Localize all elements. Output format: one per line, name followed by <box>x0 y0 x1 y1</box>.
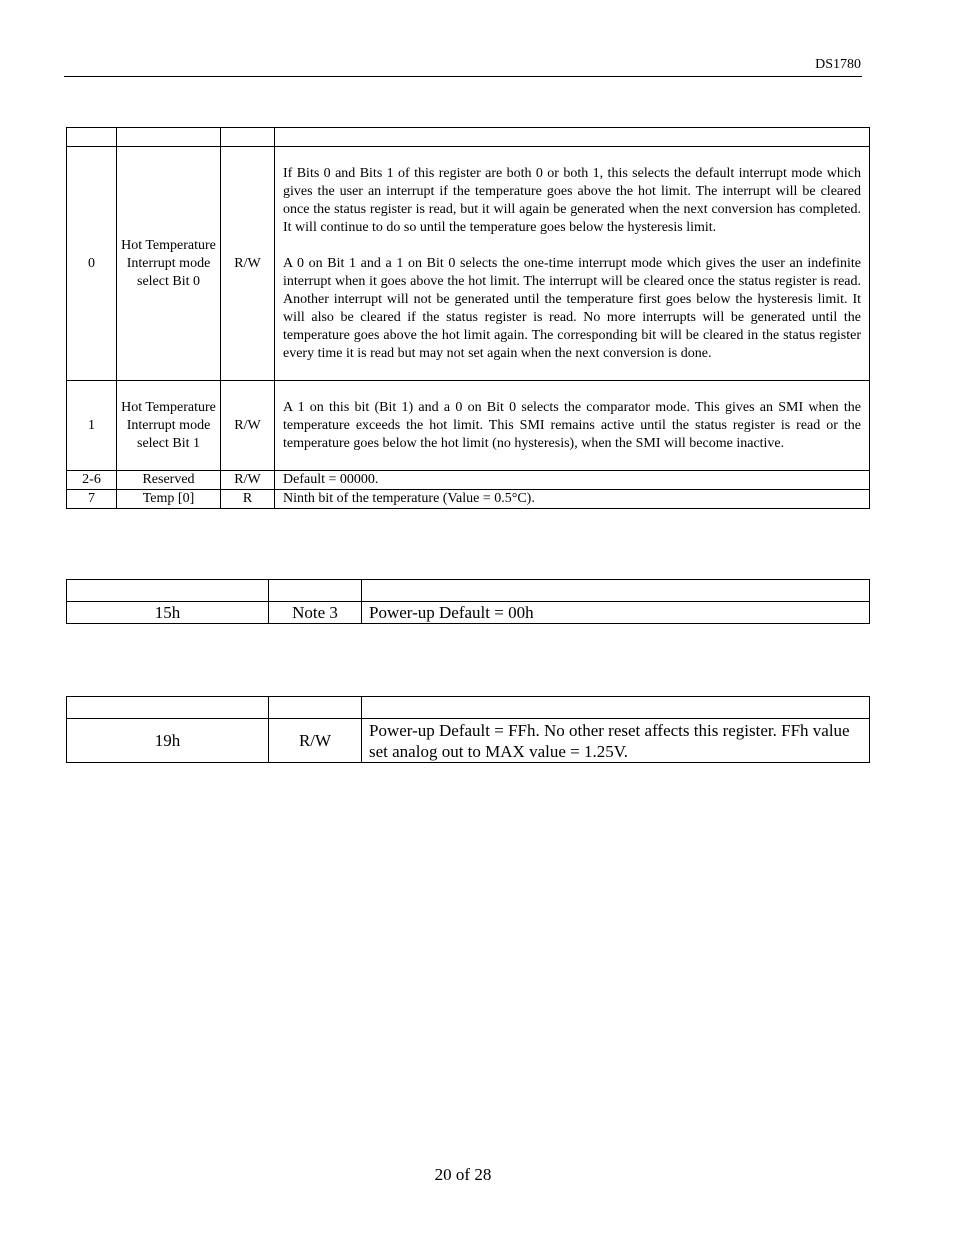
table-row <box>67 147 870 381</box>
table-header-row <box>67 580 870 602</box>
description-cell: Power-up Default = FFh. No other reset affects this register. FFh value set analog out to MAX value = 1.25V. <box>362 719 870 763</box>
bit-cell: 1 <box>67 381 117 471</box>
document-id: DS1780 <box>815 57 861 72</box>
page-number: 20 of 28 <box>434 1165 492 1184</box>
table-row <box>67 381 870 471</box>
bit-definition-table <box>66 127 870 509</box>
description-cell: Power-up Default = 00h <box>362 602 870 624</box>
name-cell: Temp [0] <box>117 490 221 509</box>
table-row <box>67 602 870 624</box>
description-cell <box>275 147 870 381</box>
table-row <box>67 471 870 490</box>
description-paragraph: If Bits 0 and Bits 1 of this register are both 0 or both 1, this selects the default interrupt mode which gives the user an interrupt if the temperature goes above the hot limit. The interrupt will be cleared once the status register is read, but it will again be generated when the next conversion has completed. It will continue to do so until the temperature goes below the hysteresis limit. <box>283 165 861 235</box>
table-row <box>67 490 870 509</box>
table-row <box>67 719 870 763</box>
description-cell: Ninth bit of the temperature (Value = 0.5°C). <box>275 490 870 509</box>
name-cell: Reserved <box>117 471 221 490</box>
table-header-row <box>67 128 870 147</box>
access-cell: R/W <box>221 471 275 490</box>
header-rule <box>64 76 862 77</box>
description-cell: Default = 00000. <box>275 471 870 490</box>
address-cell: 15h <box>67 602 269 624</box>
bit-cell: 7 <box>67 490 117 509</box>
name-cell: Hot Temperature Interrupt mode select Bit 1 <box>117 381 221 471</box>
description-paragraph: A 0 on Bit 1 and a 1 on Bit 0 selects the one-time interrupt mode which gives the user an indefinite interrupt when it goes above the hot limit. The interrupt will be cleared once the status register is read. Another interrupt will not be generated until the temperature first goes below the hysteresis limit. It will also be cleared if the status register is read. No more interrupts will be generated until the temperature goes above the hot limit again. The corresponding bit will be cleared in the status register every time it is read but may not set again when the next conversion is done. <box>283 255 861 361</box>
description-cell: A 1 on this bit (Bit 1) and a 0 on Bit 0 selects the comparator mode. This gives an SMI when the temperature exceeds the hot limit. This SMI remains active until the status register is read or the temperature goes below the hot limit (no hysteresis), when the SMI will become inactive. <box>275 381 870 471</box>
register-15h-table <box>66 579 870 624</box>
register-19h-table <box>66 696 870 763</box>
access-cell: R <box>221 490 275 509</box>
access-cell: R/W <box>269 719 362 763</box>
access-cell: Note 3 <box>269 602 362 624</box>
name-cell: Hot Temperature Interrupt mode select Bit 0 <box>117 147 221 381</box>
address-cell: 19h <box>67 719 269 763</box>
bit-cell: 2-6 <box>67 471 117 490</box>
access-cell: R/W <box>221 147 275 381</box>
table-header-row <box>67 697 870 719</box>
access-cell: R/W <box>221 381 275 471</box>
bit-cell: 0 <box>67 147 117 381</box>
